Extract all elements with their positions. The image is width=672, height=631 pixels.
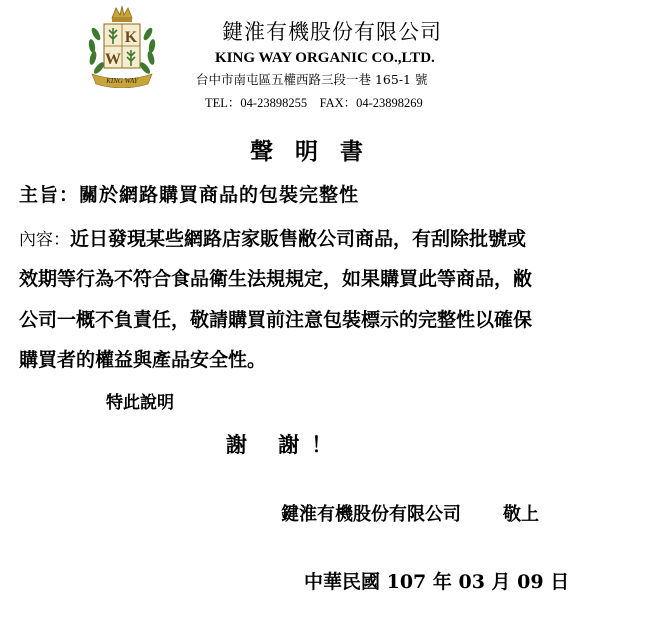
company-name-english: KING WAY ORGANIC CO.,LTD. — [215, 50, 435, 66]
body-line-1-text: 近日發現某些網路店家販售敝公司商品，有刮除批號或 — [70, 228, 527, 250]
body-line-1 — [19, 224, 526, 251]
closing-note: 特此說明 — [106, 393, 174, 413]
thanks-text: 謝 謝！ — [226, 432, 345, 457]
document-title: 聲明書 — [250, 138, 385, 165]
body-line-2: 效期等行為不符合食品衛生法規規定，如果購買此等商品，敝 — [19, 268, 533, 290]
signature-closing: 敬上 — [503, 504, 539, 525]
company-logo — [82, 4, 162, 88]
svg-text:KING WAY: KING WAY — [106, 77, 138, 85]
body-lead-label: 內容： — [19, 230, 70, 250]
company-address: 台中市南屯區五權西路三段一巷 165-1 號 — [196, 72, 428, 87]
document-date: 中華民國 107 年 03 月 09 日 — [304, 571, 570, 593]
company-name-chinese: 鍵淮有機股份有限公司 — [222, 20, 442, 44]
company-contact: TEL：04-23898255 FAX：04-23898269 — [205, 96, 423, 110]
document-subject: 主旨：關於網路購買商品的包裝完整性 — [19, 184, 360, 206]
body-line-4: 購買者的權益與產品安全性。 — [19, 349, 267, 371]
svg-text:K: K — [124, 29, 138, 46]
body-line-3: 公司一概不負責任，敬請購買前注意包裝標示的完整性以確保 — [19, 309, 533, 331]
svg-text:W: W — [105, 51, 121, 68]
signature-block — [281, 500, 539, 526]
signature-company: 鍵淮有機股份有限公司 — [281, 504, 461, 525]
